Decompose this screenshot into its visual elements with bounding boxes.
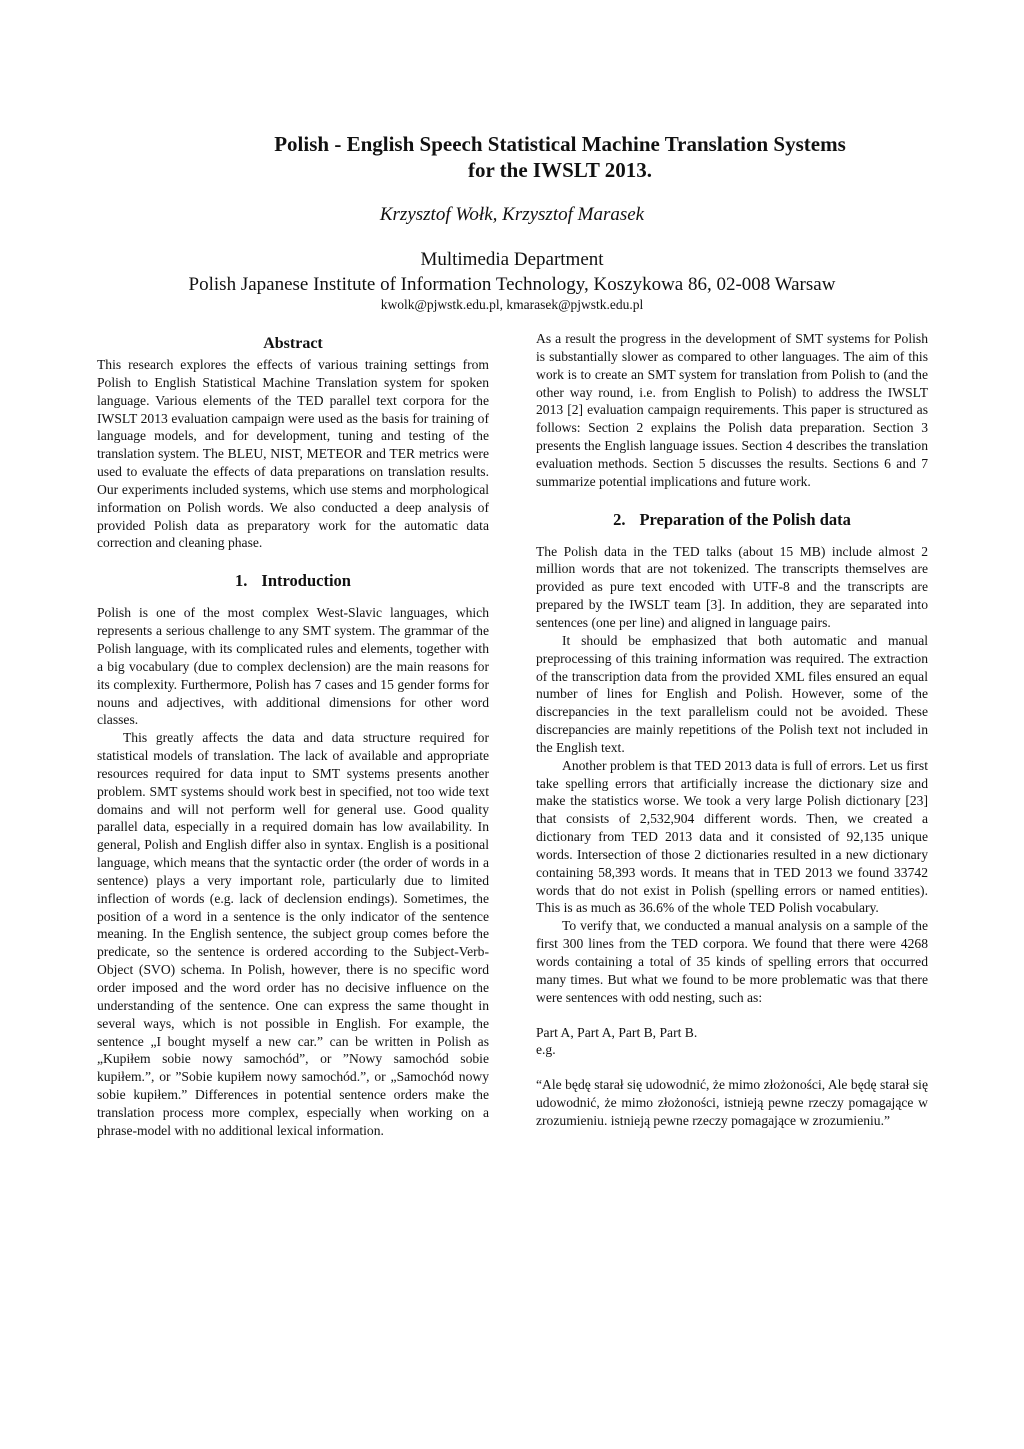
abstract-heading: Abstract [263, 335, 323, 352]
paper-title [60, 131, 1024, 183]
section-2-number: 2. [613, 509, 626, 529]
section-2-paragraph-2: It should be emphasized that both automatic and manual preprocessing of this training information was required. The extraction of the transcription data from the provided XML files ensured an equal number of lines for English and Polish. However, some of the discrepancies in the text parallelism could not be avoided. These discrepancies are mainly repetitions of the Polish text not included in the English text. [536, 632, 928, 755]
section-1-number: 1. [235, 571, 248, 591]
section-1-continuation: As a result the progress in the development of SMT systems for Polish is substantially slower as compared to other languages. The aim of this work is to create an SMT system for translation from Polish to (and the other way round, i.e. from English to Polish) to address the IWSLT 2013 [2] evaluation campaign requirements. This paper is structured as follows: Section 2 explains the Polish data preparation. Section 3 presents the English language issues. Section 4 describes the translation evaluation methods. Section 5 discusses the results. Sections 6 and 7 summarize potential implications and future work. [536, 331, 928, 489]
section-2-heading [536, 510, 928, 530]
spacer [536, 1007, 928, 1024]
title-line-1: Polish - English Speech Statistical Machine Translation Systems [274, 132, 846, 156]
eg-label: e.g. [536, 1042, 556, 1058]
department: Multimedia Department [420, 249, 604, 270]
section-2-title: Preparation of the Polish data [639, 509, 851, 529]
authors: Krzysztof Wołk, Krzysztof Marasek [379, 204, 645, 225]
section-1-heading [97, 571, 489, 591]
left-column [97, 330, 489, 1140]
nesting-pattern: Part A, Part A, Part B, Part B. [536, 1024, 698, 1040]
institute: Polish Japanese Institute of Information Technology, Koszykowa 86, 02-008 Warsaw [188, 274, 836, 295]
spacer [536, 1059, 928, 1076]
section-1-paragraph-2: This greatly affects the data and data structure required for statistical models of translation. The lack of available and appropriate resources required for data input to SMT systems presents another problem. SMT systems should work best in specified, not too wide text domains and will not perform well for general use. Good quality parallel data, especially in a required domain has low availability. In general, Polish and English differ also in syntax. English is a positional language, which means that the syntactic order (the order of words in a sentence) plays a very important role, particularly due to limited inflection of words (e.g. lack of declension endings). Sometimes, the position of a word in a sentence is the only indicator of the sentence meaning. In the English sentence, the subject group comes before the predicate, so the sentence is ordered according to the Subject-Verb-Object (SVO) schema. In Polish, however, there is no specific word order imposed and the word order has no decisive influence on the understanding of the sentence. One can express the same thought in several ways, which is not possible in English. For example, the sentence „I bought myself a new car.” can be written in Polish as „Kupiłem sobie nowy samochód”, or ”Nowy samochód sobie kupiłem.”, or ”Sobie kupiłem nowy samochód.”, or „Samochód nowy sobie kupiłem.” Differences in potential sentence orders make the translation process more complex, especially when working on a phrase-model with no additional lexical information. [97, 730, 489, 1138]
section-2-paragraph-3: Another problem is that TED 2013 data is full of errors. Let us first take spelling errors that artificially increase the dictionary size and make the statistics worse. We took a very large Polish dictionary [23] that consists of 2,532,904 different words. Then, we created a dictionary from TED 2013 data and it consisted of 92,135 unique words. Intersection of those 2 dictionaries resulted in a new dictionary containing 58,393 words. It means that in TED 2013 we found 33742 words that do not exist in Polish (spelling errors or named entities). This is as much as 36.6% of the whole TED Polish vocabulary. [536, 757, 928, 916]
example-quote: “Ale będę starał się udowodnić, że mimo złożoności, Ale będę starał się udowodnić, że mimo złożoności, istnieją pewne rzeczy pomagające w zrozumieniu. istnieją pewne rzeczy pomagające w zrozumieniu.” [536, 1077, 928, 1128]
section-2-paragraph-1: The Polish data in the TED talks (about 15 MB) include almost 2 million words that are not tokenized. The transcripts themselves are provided as pure text encoded with UTF-8 and the transcripts are prepared by the IWSLT team [3]. In addition, they are separated into sentences (one per line) and aligned in language pairs. [536, 543, 928, 630]
section-1-title: Introduction [261, 571, 351, 591]
section-1-paragraph-1: Polish is one of the most complex West-Slavic languages, which represents a serious challenge to any SMT system. The grammar of the Polish language, with its complicated rules and elements, together with a big vocabulary (due to complex declension) are the main reasons for its complexity. Furthermore, Polish has 7 cases and 15 gender forms for nouns and adjectives, with additional dimensions for other word classes. [97, 605, 489, 728]
author-emails: kwolk@pjwstk.edu.pl, kmarasek@pjwstk.edu.pl [380, 297, 644, 312]
section-2-paragraph-4: To verify that, we conducted a manual analysis on a sample of the first 300 lines from the TED corpora. We found that there were 4268 words containing a total of 35 kinds of spelling errors that occurred many times. But what we found to be more problematic was that there were sentences with odd nesting, such as: [536, 918, 928, 1005]
abstract-text: This research explores the effects of various training settings from Polish to English Statistical Machine Translation system for spoken language. Various elements of the TED parallel text corpora for the IWSLT 2013 evaluation campaign were used as the basis for training of language models, and for development, tuning and testing of the translation system. The BLEU, NIST, METEOR and TER metrics were used to evaluate the effects of data preparations on translation results. Our experiments included systems, which use stems and morphological information on Polish words. We also conducted a deep analysis of provided Polish data as preparatory work for the automatic data correction and cleaning phase. [97, 357, 489, 551]
right-column [536, 330, 928, 1130]
title-line-2: for the IWSLT 2013. [468, 158, 652, 182]
